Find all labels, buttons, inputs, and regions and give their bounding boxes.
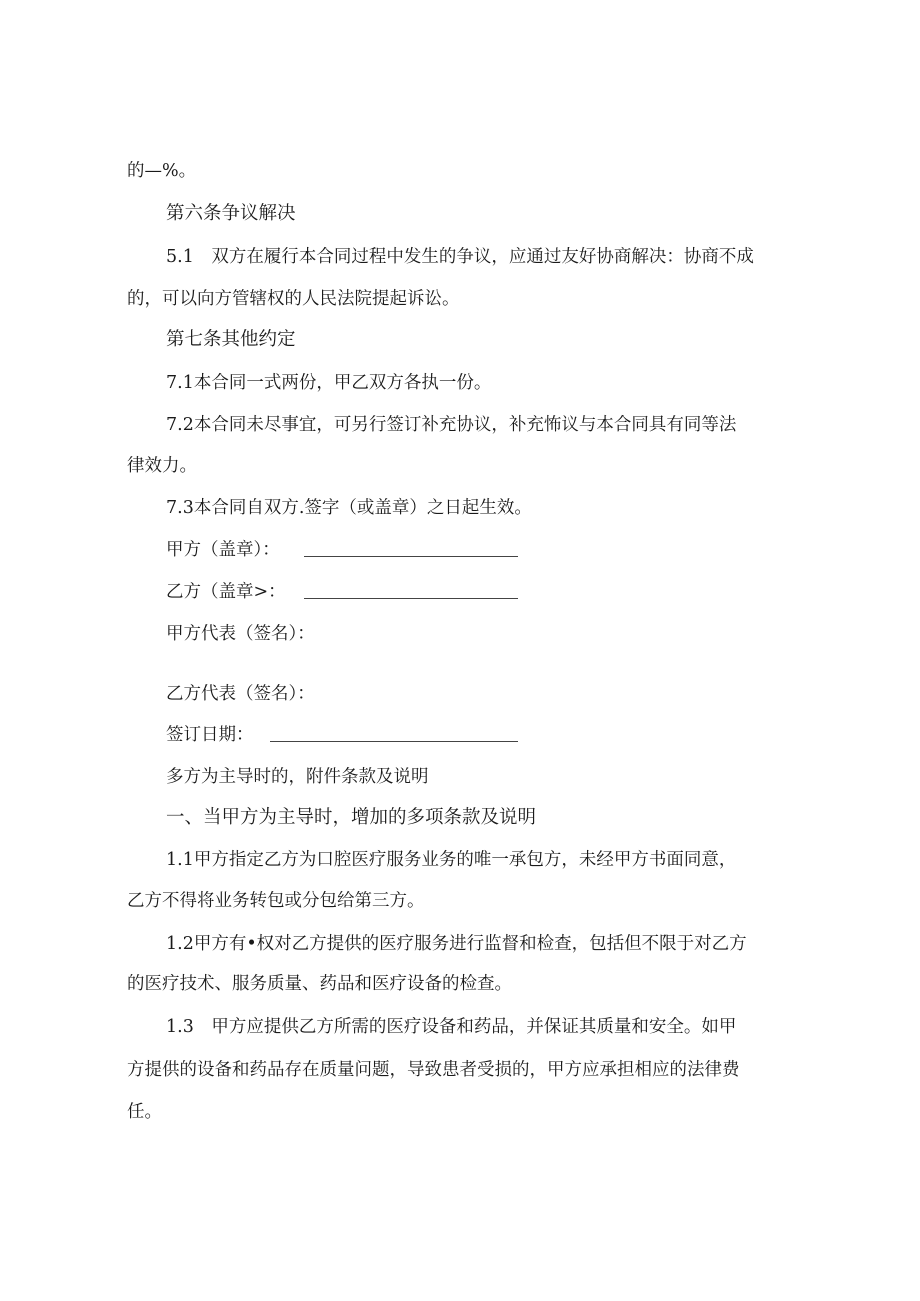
section-heading-6: 第六条争议解决: [166, 203, 296, 224]
party-a-rep-label: 甲方代表（签名）：: [166, 624, 315, 644]
paragraph-line: 的—%。: [127, 161, 197, 181]
party-b-rep-label: 乙方代表（签名）：: [166, 684, 315, 704]
sign-date-label: 签订日期：: [166, 725, 254, 745]
party-a-seal-label: 甲方（盖章）：: [166, 540, 280, 560]
sign-date-blank: [270, 741, 518, 742]
annex-clause-1-3: 1.3 甲方应提供乙方所需的医疗设备和药品，并保证其质量和安全。如甲: [166, 1017, 737, 1037]
clause-5-1: 5.1 双方在履行本合同过程中发生的争议，应通过友好协商解决：协商不成: [166, 247, 754, 267]
party-b-seal-label: 乙方（盖章>：: [166, 582, 286, 602]
annex-intro: 多方为主导时的，附件条款及说明: [166, 767, 429, 787]
annex-clause-1-2-cont: 的医疗技术、服务质量、药品和医疗设备的检查。: [127, 974, 512, 994]
clause-7-2-cont: 律效力。: [127, 456, 197, 476]
section-heading-7: 第七条其他约定: [166, 329, 296, 350]
party-b-seal-blank: [304, 598, 518, 599]
annex-clause-1-1: 1.1甲方指定乙方为口腔医疗服务业务的唯一承包方，未经甲方书面同意，: [166, 850, 737, 870]
annex-clause-1-1-cont: 乙方不得将业务转包或分包给第三方。: [127, 891, 425, 911]
clause-5-1-cont: 的，可以向方管辖权的人民法院提起诉讼。: [127, 289, 460, 309]
annex-clause-1-3-end: 任。: [127, 1102, 162, 1122]
clause-7-2: 7.2本合同未尽事宜，可另行签订补充协议，补充怖议与本合同具有同等法: [166, 415, 737, 435]
annex-clause-1-3-cont: 方提供的设备和药品存在质量问题，导致患者受损的，甲方应承担相应的法律费: [127, 1060, 740, 1080]
annex-heading-1: 一、当甲方为主导时，增加的多项条款及说明: [166, 807, 537, 828]
annex-clause-1-2: 1.2甲方有•权对乙方提供的医疗服务进行监督和检查，包括但不限于对乙方: [166, 934, 747, 954]
clause-7-3: 7.3本合同自双方.签字（或盖章）之日起生效。: [166, 498, 532, 518]
clause-7-1: 7.1本合同一式两份，甲乙双方各执一份。: [166, 373, 492, 393]
party-a-seal-blank: [304, 556, 518, 557]
